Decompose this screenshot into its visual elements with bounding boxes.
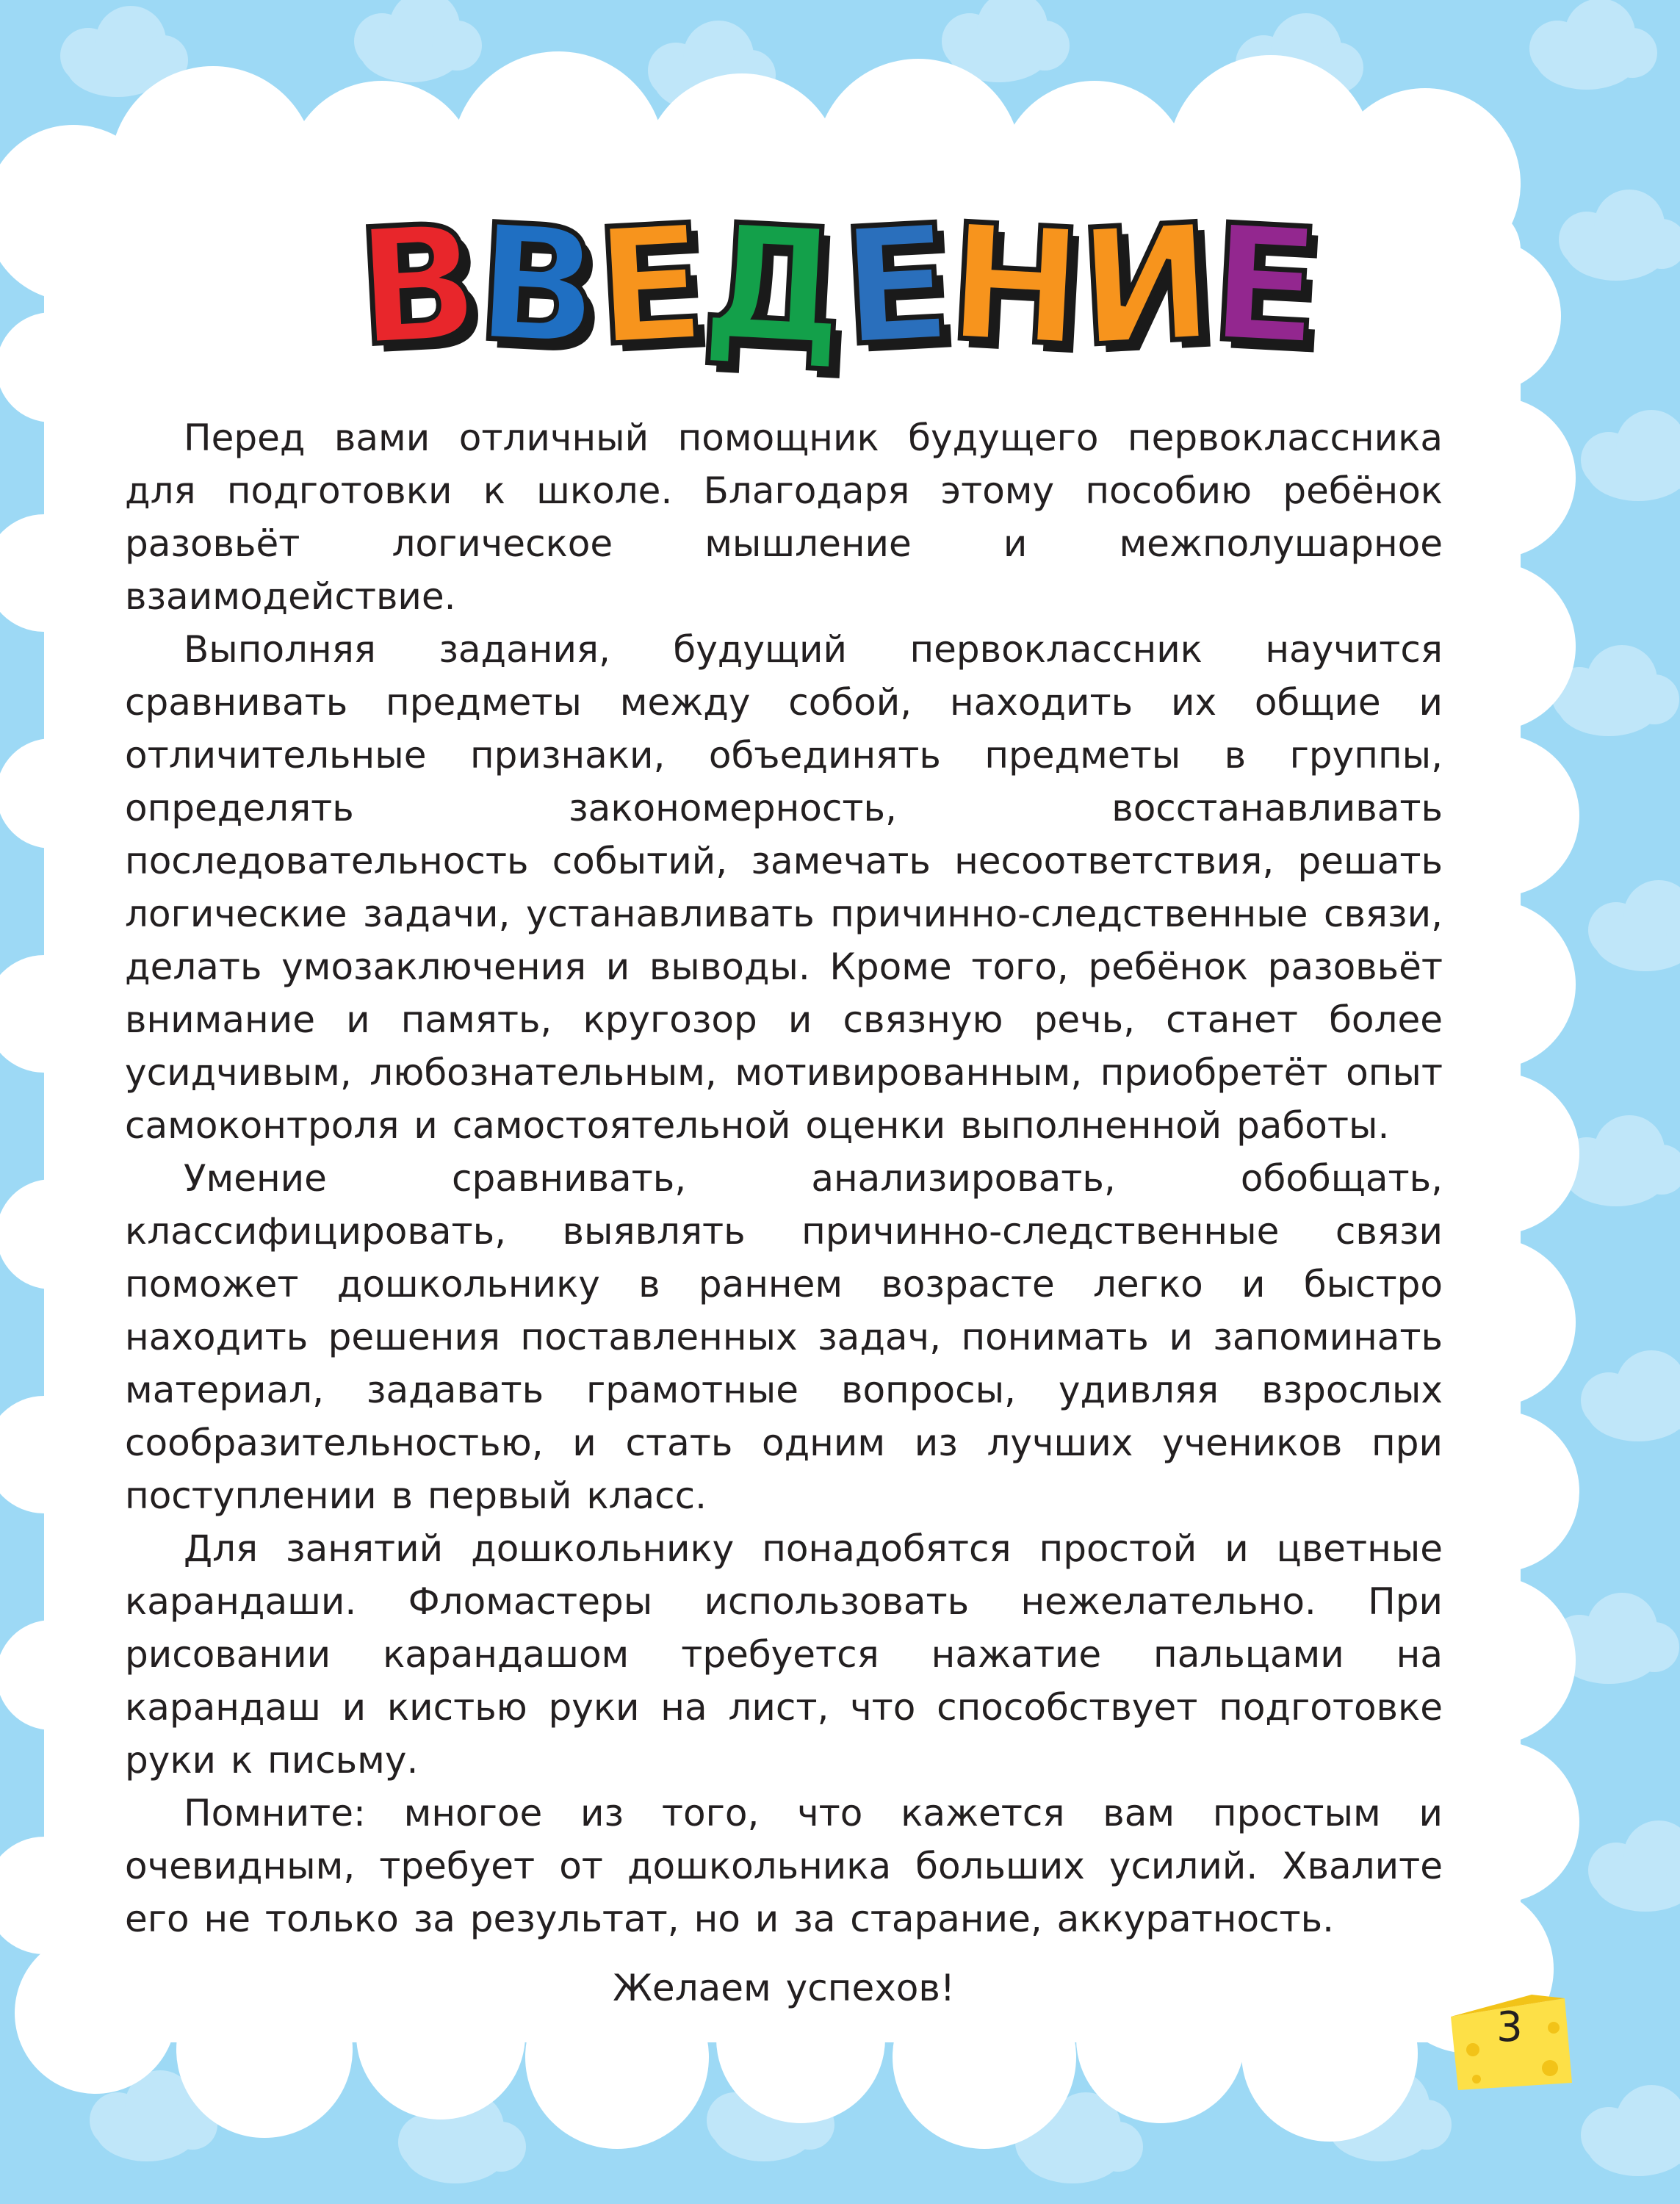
title-letter: Н (943, 190, 1090, 383)
title-letter: Е (1205, 190, 1328, 382)
title-letter: Е (837, 190, 959, 382)
title-letter: В (352, 190, 488, 383)
title-letter: В (472, 190, 607, 383)
paragraph: Выполняя задания, будущий первоклассник научится сравнивать предметы между собой, находить их общие и отличительные признаки, объединять предметы в группы, определять закономерность, восстанавливать последовательность событий, замечать несоответствия, решать логические задачи, устанавливать причинно-следственные связи, делать умозаключения и выводы. Кроме того, ребёнок разовьёт внимание и память, кругозор и связную речь, станет более усидчивым, любознательным, мотивированным, приобретёт опыт самоконтроля и самостоятельной оценки выполненной работы. (125, 628, 1443, 1147)
paragraph: Для занятий дошкольнику понадобятся простой и цветные карандаши. Фломастеры использовать нежелательно. При рисовании карандашом требуется нажатие пальцами на карандаш и кистью руки на лист, что способствует подготовке руки к письму. (125, 1527, 1443, 1782)
page-number: 3 (1496, 2003, 1523, 2051)
paragraph: Перед вами отличный помощник будущего первоклассника для подготовки к школе. Благодаря этому пособию ребёнок разовьёт логическое мышление и межполушарное взаимодействие. (125, 417, 1443, 618)
paragraph: Умение сравнивать, анализировать, обобщать, классифицировать, выявлять причинно-следственные связи поможет дошкольнику в раннем возрасте легко и быстро находить решения поставленных задач, понимать и запоминать материал, задавать грамотные вопросы, удивляя взрослых сообразительностью, и стать одним из лучших учеников при поступлении в первый класс. (125, 1157, 1443, 1517)
page-title (0, 189, 1680, 383)
title-letter: Е (591, 190, 713, 382)
title-letter: И (1074, 190, 1222, 383)
title-letter: Д (697, 189, 853, 383)
paragraph: Помните: многое из того, что кажется вам простым и очевидным, требует от дошкольника больших усилий. Хвалите его не только за результат, но и за старание, аккуратность. (125, 1792, 1443, 1940)
closing-text: Желаем успехов! (613, 1967, 955, 2009)
intro-text (125, 411, 1443, 2014)
